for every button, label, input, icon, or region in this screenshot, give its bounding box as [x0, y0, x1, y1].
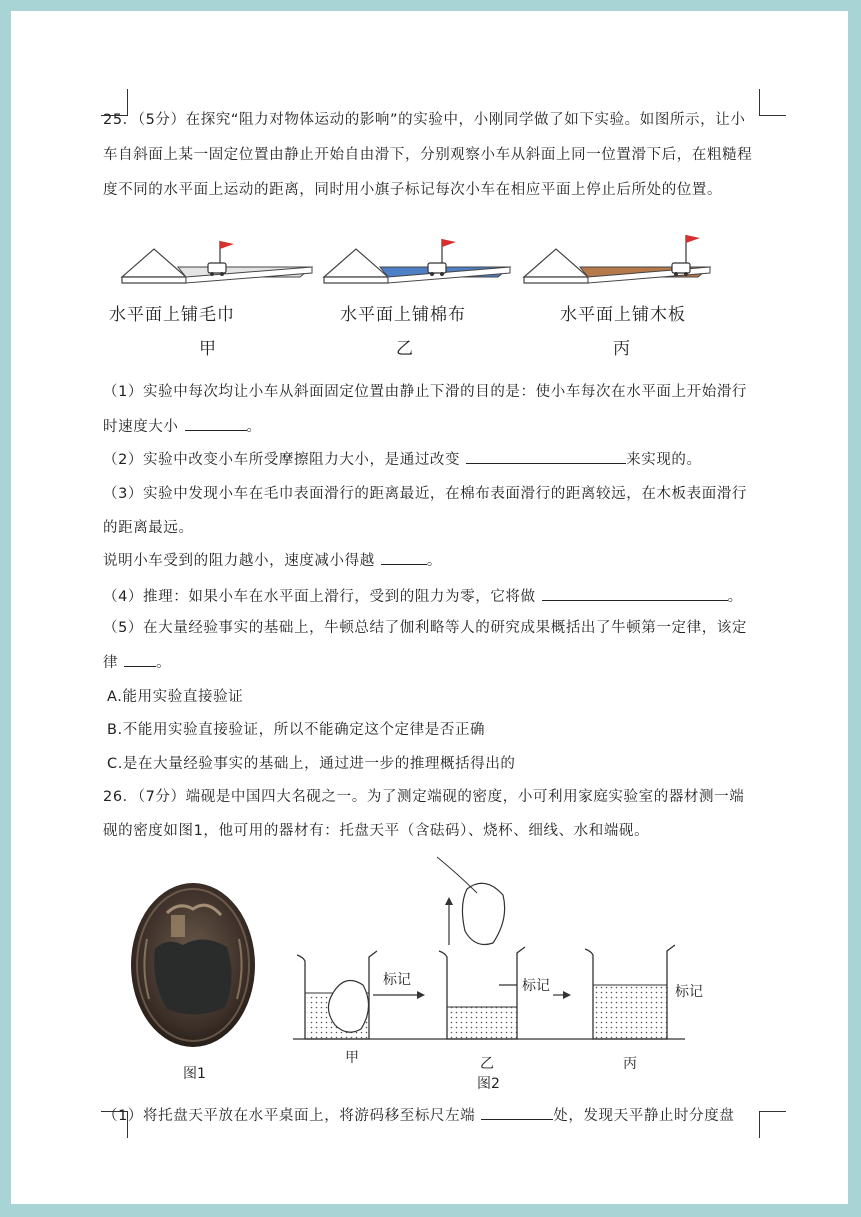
- beaker-yi: [437, 857, 571, 1039]
- q25-sub3-line-1: （3）实验中发现小车在毛巾表面滑行的距离最近，在棉布表面滑行的距离较远，在木板表面滑行: [103, 486, 748, 502]
- answer-blank-5[interactable]: [124, 652, 156, 667]
- crop-mark-bottom-right: [759, 1111, 786, 1138]
- q25-sub3-line-3: 说明小车受到的阻力越小，速度减小得越 。: [103, 550, 763, 571]
- fig-b-label: 水平面上铺棉布: [340, 305, 466, 325]
- fig-c-label: 水平面上铺木板: [560, 305, 686, 325]
- q26-line-2: 砚的密度如图1，他可用的器材有：托盘天平（含砝码）、烧杯、细线、水和端砚。: [103, 823, 650, 839]
- q25-line-1: 25．（5分）在探究“阻力对物体运动的影响”的实验中，小刚同学做了如下实验。如图所示，让小: [103, 112, 746, 128]
- q25-sub4: （4）推理：如果小车在水平面上滑行，受到的阻力为零，它将做 。: [103, 586, 763, 607]
- fig-c-name: 丙: [613, 339, 631, 359]
- incline-cotton: [324, 239, 510, 283]
- beaker-figure: [289, 845, 689, 1045]
- incline-towel: [122, 241, 312, 283]
- mark-label-jia: 标记: [383, 972, 411, 988]
- incline-figure: [116, 229, 716, 301]
- beaker-bing: [585, 945, 675, 1039]
- beaker-label-yi: 乙: [480, 1056, 494, 1072]
- fig1-caption: 图1: [183, 1066, 206, 1082]
- answer-blank-6[interactable]: [481, 1105, 553, 1120]
- crop-mark-top-right: [759, 89, 786, 116]
- beaker-jia: [297, 951, 425, 1039]
- answer-blank-4[interactable]: [542, 586, 728, 601]
- answer-blank-1[interactable]: [185, 416, 247, 431]
- beaker-label-jia: 甲: [345, 1050, 359, 1066]
- document-page: [11, 11, 848, 1204]
- q26-sub1: （1）将托盘天平放在水平桌面上，将游码移至标尺左端 处，发现天平静止时分度盘: [103, 1105, 763, 1126]
- inkstone-photo: [127, 879, 259, 1051]
- q25-line-3: 度不同的水平面上运动的距离，同时用小旗子标记每次小车在相应平面上停止后所处的位置。: [103, 182, 723, 198]
- answer-blank-3[interactable]: [381, 550, 427, 565]
- option-a: A.能用实验直接验证: [107, 689, 244, 705]
- mark-label-yi: 标记: [522, 978, 550, 994]
- answer-blank-2[interactable]: [466, 449, 626, 464]
- q26-line-1: 26．（7分）端砚是中国四大名砚之一。为了测定端砚的密度，小可利用家庭实验室的器材测一端: [103, 789, 745, 805]
- q25-sub3-line-2: 的距离最远。: [103, 520, 194, 536]
- q25-sub5-line-1: （5）在大量经验事实的基础上，牛顿总结了伽利略等人的研究成果概括出了牛顿第一定律，该定: [103, 620, 748, 636]
- q25-line-2: 车自斜面上某一固定位置由静止开始自由滑下，分别观察小车从斜面上同一位置滑下后，在粗糙程: [103, 147, 753, 163]
- fig-a-name: 甲: [199, 339, 217, 359]
- incline-wood: [524, 235, 710, 283]
- q25-sub1-line-2: 时速度大小 。: [103, 416, 763, 437]
- option-c: C.是在大量经验事实的基础上，通过进一步的推理概括得出的: [107, 756, 516, 772]
- q25-sub5-line-2: 律 。: [103, 652, 763, 673]
- beaker-label-bing: 丙: [623, 1056, 637, 1072]
- q25-sub1-line-1: （1）实验中每次均让小车从斜面固定位置由静止下滑的目的是：使小车每次在水平面上开始滑行: [103, 384, 748, 400]
- fig-a-label: 水平面上铺毛巾: [109, 305, 235, 325]
- fig-b-name: 乙: [396, 339, 414, 359]
- option-b: B.不能用实验直接验证，所以不能确定这个定律是否正确: [107, 722, 486, 738]
- mark-label-bing: 标记: [675, 984, 703, 1000]
- q25-sub2: （2）实验中改变小车所受摩擦阻力大小，是通过改变 来实现的。: [103, 449, 763, 470]
- fig2-caption: 图2: [477, 1076, 500, 1092]
